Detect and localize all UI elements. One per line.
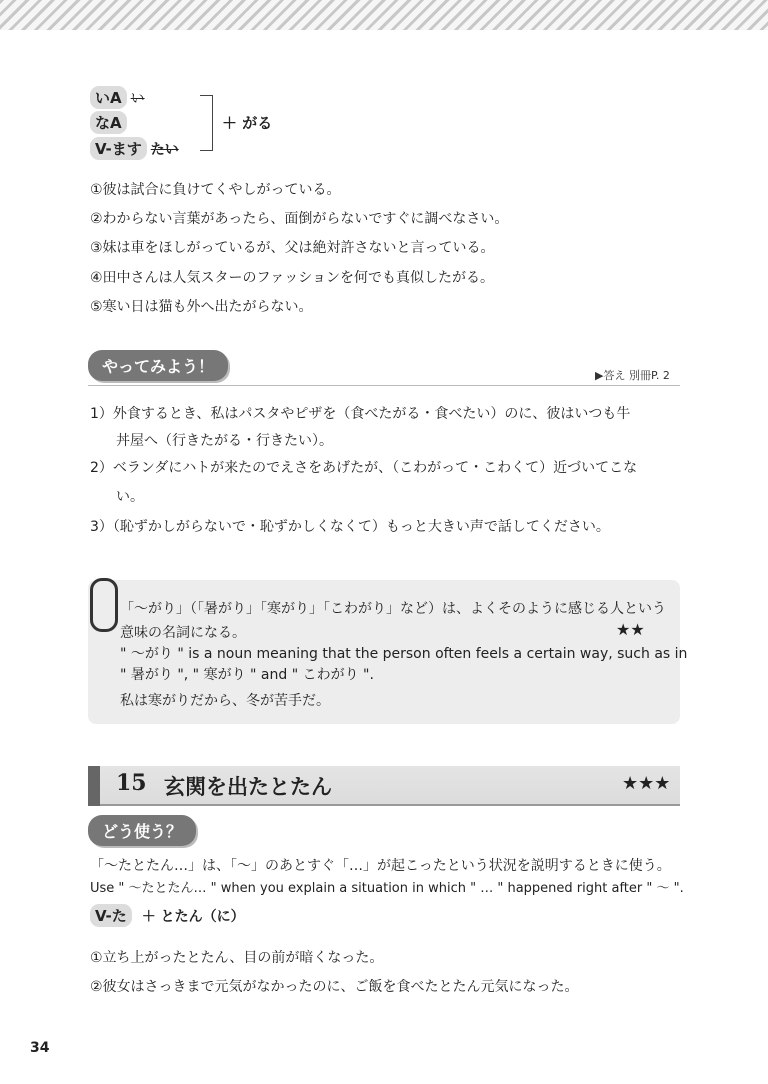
formula-tag: いA	[90, 86, 127, 109]
practice-line: 2）ベランダにハトが来たのでえさをあげたが、（こわがって・こわくて）近づいてこな	[90, 460, 638, 476]
practice-line: 丼屋へ（行きたがる・行きたい）。	[116, 433, 333, 449]
formula-rest: ＋ とたん（に）	[141, 908, 245, 925]
usage-line: Use " 〜たとたん… " when you explain a situation in which " … " happened right after " 〜 ".	[90, 881, 684, 896]
practice-line: 1）外食するとき、私はパスタやピザを（食べたがる・食べたい）のに、彼はいつも牛	[90, 406, 631, 422]
lesson-number: 15	[116, 770, 147, 796]
formula-tail: い	[130, 90, 145, 107]
usage-line: 「〜たとたん…」は、「〜」のあとすぐ「…」が起こったという状況を説明するときに使う。	[90, 858, 671, 874]
note-line: 「〜がり」（「暑がり」「寒がり」「こわがり」など）は、よくそのように感じる人という	[120, 601, 666, 617]
practice-line: 3）（恥ずかしがらないで・恥ずかしくなくて）もっと大きい声で話してください。	[90, 519, 610, 535]
example-sentence: ②わからない言葉があったら、面倒がらないですぐに調べなさい。	[90, 211, 509, 227]
practice-label: やってみよう！	[88, 350, 228, 381]
example-sentence: ①彼は試合に負けてくやしがっている。	[90, 182, 341, 198]
formula-result: ＋ がる	[222, 114, 273, 132]
lesson-stars: ★★★	[622, 773, 671, 794]
answer-reference: ▶答え 別冊P. 2	[595, 369, 670, 382]
usage-formula	[90, 904, 245, 927]
usage-label: どう使う？	[88, 815, 196, 846]
example-sentence: ②彼女はさっきまで元気がなかったのに、ご飯を食べたとたん元気になった。	[90, 979, 579, 995]
formula-tag: なA	[90, 111, 127, 134]
formula-row-i-adjective	[90, 86, 145, 109]
example-sentence: ⑤寒い日は猫も外へ出たがらない。	[90, 299, 313, 315]
note-line: 意味の名詞になる。	[120, 625, 246, 641]
practice-divider	[88, 385, 680, 386]
formula-tail: たい	[150, 141, 179, 158]
formula-tag: V-た	[90, 904, 132, 927]
lesson-title: 玄関を出たとたん	[164, 775, 332, 799]
note-line: 私は寒がりだから、冬が苦手だ。	[120, 693, 330, 709]
page-number: 34	[30, 1040, 50, 1056]
example-sentence: ③妹は車をほしがっているが、父は絶対許さないと言っている。	[90, 240, 495, 256]
paperclip-icon	[90, 578, 118, 632]
header-hatch-band	[0, 0, 768, 30]
note-line: " 〜がり " is a noun meaning that the person often feels a certain way, such as in	[120, 646, 688, 662]
formula-bracket	[200, 95, 213, 151]
note-line: " 暑がり ", " 寒がり " and " こわがり ".	[120, 667, 374, 683]
note-stars: ★★	[616, 620, 645, 639]
formula-row-na-adjective	[90, 111, 127, 134]
formula-row-verb	[90, 137, 179, 160]
example-sentence: ④田中さんは人気スターのファッションを何でも真似したがる。	[90, 270, 494, 286]
formula-tag: V-ます	[90, 137, 147, 160]
practice-line: い。	[116, 489, 144, 505]
example-sentence: ①立ち上がったとたん、目の前が暗くなった。	[90, 950, 384, 966]
lesson-heading-edge	[88, 766, 100, 806]
